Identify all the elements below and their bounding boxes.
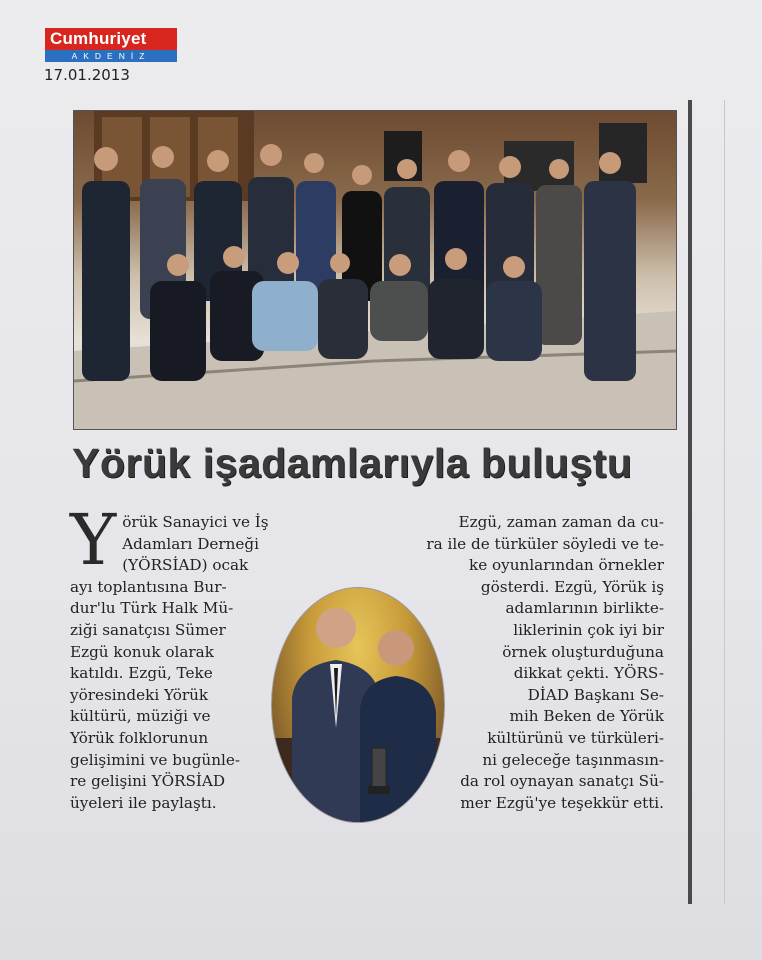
text-line: Yörük folklorunun bbox=[70, 728, 209, 747]
logo-name: Cumhuriyet bbox=[45, 28, 177, 50]
text-line: katıldı. Ezgü, Teke bbox=[70, 664, 213, 683]
dropcap: Y bbox=[70, 499, 117, 581]
text-line: ziği sanatçısı Sümer bbox=[70, 620, 226, 639]
text-line: örük Sanayici ve İş bbox=[122, 513, 269, 531]
article-column-left bbox=[70, 499, 300, 814]
text-line: mer Ezgü'ye teşekkür etti. bbox=[460, 793, 664, 812]
text-line: ayı toplantısına Bur- bbox=[70, 577, 227, 596]
text-line: DİAD Başkanı Se- bbox=[527, 685, 664, 704]
text-line: dikkat çekti. YÖRS- bbox=[513, 664, 664, 683]
newspaper-logo bbox=[45, 28, 177, 62]
text-line: dur'lu Türk Halk Mü- bbox=[70, 599, 234, 618]
text-line: da rol oynayan sanatçı Sü- bbox=[460, 772, 664, 791]
group-photo bbox=[73, 110, 677, 430]
article-headline: Yörük işadamlarıyla buluştu bbox=[72, 440, 633, 486]
text-line: (YÖRSİAD) ocak bbox=[122, 556, 249, 575]
text-line: ke oyunlarından örnekler bbox=[469, 556, 664, 575]
text-line: gelişimini ve bugünle- bbox=[70, 750, 240, 769]
text-line: liklerinin çok iyi bir bbox=[513, 620, 664, 639]
text-line: Adamları Derneği bbox=[122, 534, 259, 553]
publication-date: 17.01.2013 bbox=[44, 66, 130, 84]
text-line: kültürünü ve türküleri- bbox=[487, 728, 664, 747]
column-rule bbox=[688, 100, 692, 904]
text-line: kültürü, müziği ve bbox=[70, 707, 211, 726]
text-line: gösterdi. Ezgü, Yörük iş bbox=[480, 577, 664, 596]
text-line: yöresindeki Yörük bbox=[70, 685, 209, 704]
inset-photo bbox=[271, 587, 445, 823]
text-line: üyeleri ile paylaştı. bbox=[70, 793, 217, 812]
text-line: re gelişini YÖRSİAD bbox=[70, 772, 226, 791]
text-line: Ezgü konuk olarak bbox=[70, 642, 214, 661]
text-line: adamlarının birlikte- bbox=[505, 599, 664, 618]
text-line: mih Beken de Yörük bbox=[509, 707, 664, 726]
text-line: örnek oluşturduğuna bbox=[502, 642, 664, 661]
margin-rule bbox=[724, 100, 725, 904]
text-line: ra ile de türküler söyledi ve te- bbox=[426, 534, 664, 553]
logo-edition: AKDENİZ bbox=[45, 50, 177, 62]
text-line: ni geleceğe taşınmasın- bbox=[482, 750, 664, 769]
text-line: Ezgü, zaman zaman da cu- bbox=[458, 513, 664, 531]
